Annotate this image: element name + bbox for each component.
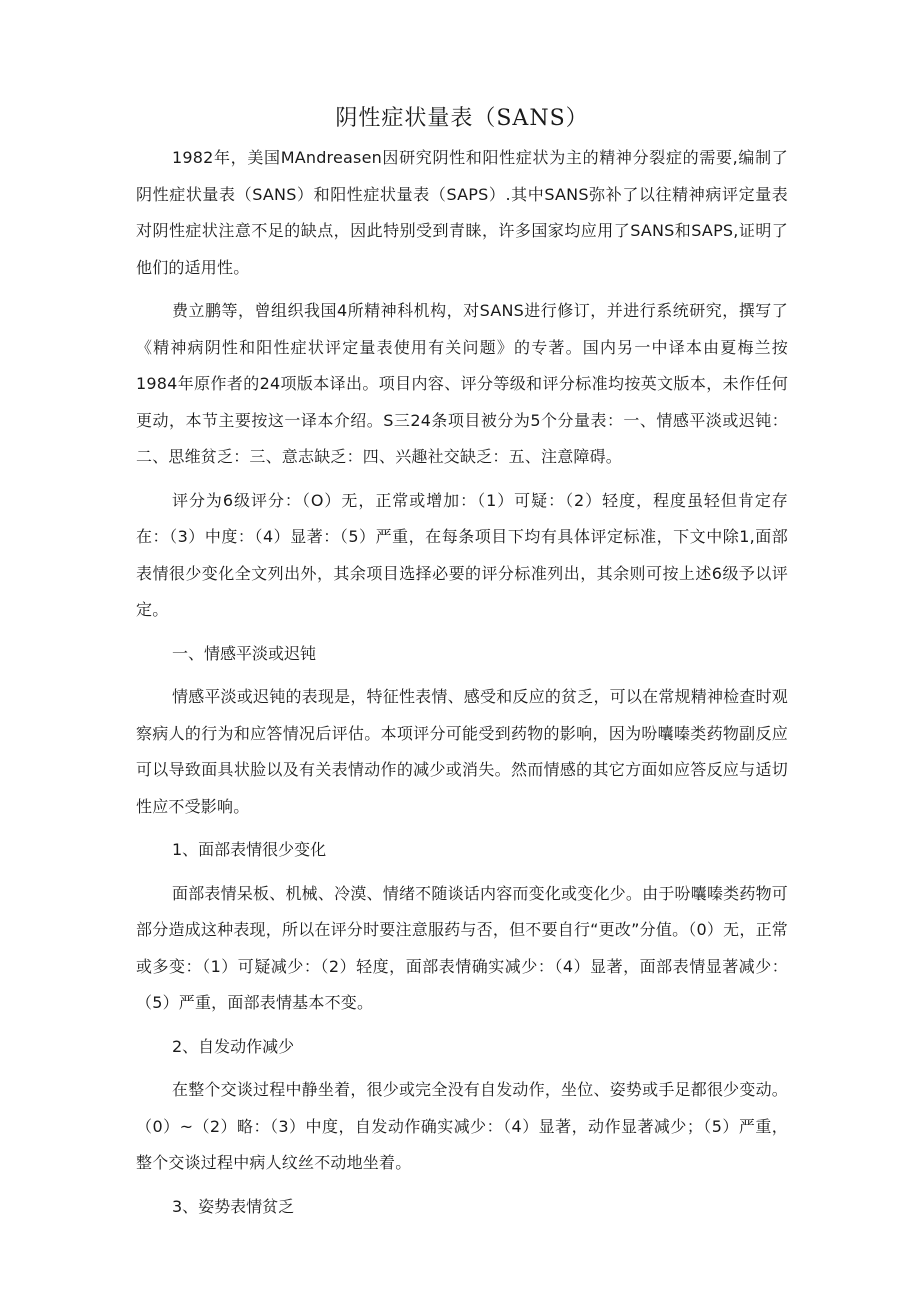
history-paragraph: 费立鹏等，曾组织我国4所精神科机构，对SANS进行修订，并进行系统研究，撰写了《精神病阴性和阳性症状评定量表使用有关问题》的专著。国内另一中译本由夏梅兰按1984年原作者的24项版本译出。项目内容、评分等级和评分标准均按英文版本，未作任何更动，本节主要按这一译本介绍。S三24条项目被分为5个分量表：一、情感平淡或迟钝：二、思维贫乏：三、意志缺乏：四、兴趣社交缺乏：五、注意障碍。 xyxy=(136,301,788,466)
item-body-facial-expression: 面部表情呆板、机械、冷漠、情绪不随谈话内容而变化或变化少。由于吩囔嗪类药物可部分造成这种表现，所以在评分时要注意服药与否，但不要自行“更改”分值。（0）无，正常或多变：（1）可疑减少：（2）轻度，面部表情确实减少：（4）显著，面部表情显著减少：（5）严重，面部表情基本不变。 xyxy=(136,883,788,1012)
section-heading-affective-flattening: 一、情感平淡或迟钝 xyxy=(172,643,317,663)
item-body-spontaneous-movements: 在整个交谈过程中静坐着，很少或完全没有自发动作，坐位、姿势或手足都很少变动。（0）~（2）略：（3）中度，自发动作确实减少：（4）显著，动作显著减少；（5）严重，整个交谈过程中病人纹丝不动地坐着。 xyxy=(136,1080,788,1172)
scoring-paragraph: 评分为6级评分：（O）无，正常或增加：（1）可疑：（2）轻度，程度虽轻但肯定存在：（3）中度：（4）显著：（5）严重，在每条项目下均有具体评定标准，下文中除1,面部表情很少变化全文列出外，其余项目选择必要的评分标准列出，其余则可按上述6级予以评定。 xyxy=(136,490,788,619)
intro-paragraph: 1982年，美国MAndreasen因研究阴性和阳性症状为主的精神分裂症的需要,编制了阴性症状量表（SANS）和阳性症状量表（SAPS）.其中SANS弥补了以往精神病评定量表对阴性症状注意不足的缺点，因此特别受到青睐，许多国家均应用了SANS和SAPS,证明了他们的适用性。 xyxy=(136,148,788,277)
item-heading-expressive-gestures: 3、姿势表情贫乏 xyxy=(172,1196,295,1216)
document-page xyxy=(136,100,788,1232)
document-title: 阴性症状量表（SANS） xyxy=(335,106,589,131)
item-heading-facial-expression: 1、面部表情很少变化 xyxy=(172,840,327,859)
item-heading-spontaneous-movements: 2、自发动作减少 xyxy=(172,1036,295,1056)
section-body-affective-flattening: 情感平淡或迟钝的表现是，特征性表情、感受和反应的贫乏，可以在常规精神检查时观察病人的行为和应答情况后评估。本项评分可能受到药物的影响，因为吩囔嗪类药物副反应可以导致面具状脸以及有关表情动作的减少或消失。然而情感的其它方面如应答反应与适切性应不受影响。 xyxy=(136,687,788,816)
